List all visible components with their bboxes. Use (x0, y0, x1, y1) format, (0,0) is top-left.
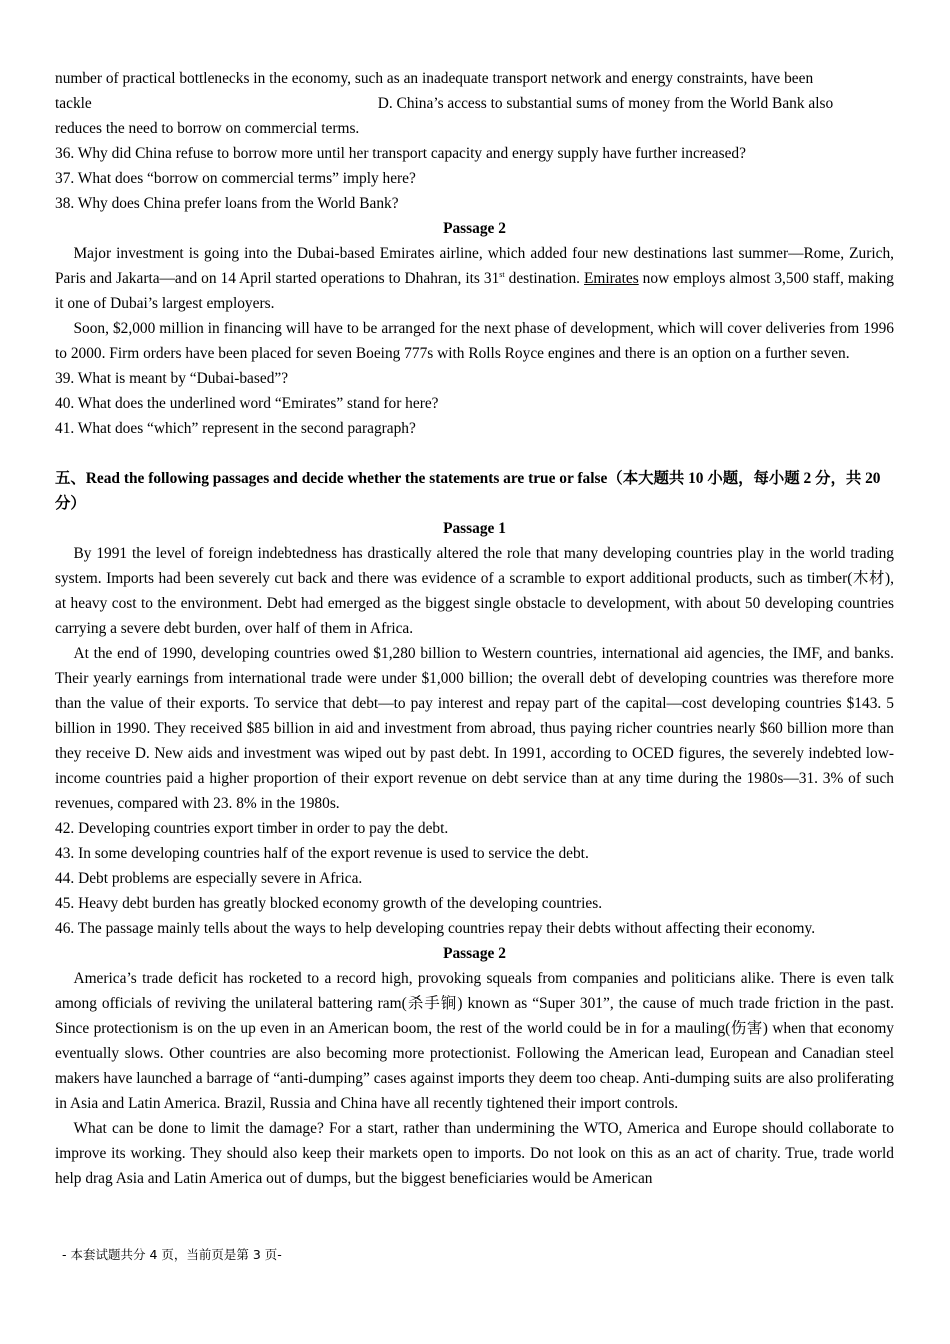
continued-line-2a: tackle (55, 95, 92, 112)
section-5-passage-2-paragraph-2: What can be done to limit the damage? For a start, rather than undermining the WTO, America and Europe should collaborate to improve its working. They should also keep their markets open to imports. Do not look on this as an act of charity. True, trade world help drag Asia and Latin America out of dumps, but the biggest beneficiaries would be American (55, 1120, 894, 1187)
section-gap (55, 441, 894, 466)
statement-43: 43. In some developing countries half of the export revenue is used to service the debt. (55, 845, 589, 862)
statement-42: 42. Developing countries export timber in order to pay the debt. (55, 820, 449, 837)
document-page (55, 66, 894, 1191)
question-39: 39. What is meant by “Dubai-based”? (55, 370, 289, 387)
question-40: 40. What does the underlined word “Emirates” stand for here? (55, 395, 439, 412)
passage-2-paragraph-2: Soon, $2,000 million in financing will have to be arranged for the next phase of development, which will cover deliveries from 1996 to 2000. Firm orders have been placed for seven Boeing 777s with Rolls Royce engines and there is an option on a further seven. (55, 320, 894, 362)
page-footer: - 本套试题共分 4 页，当前页是第 3 页- (62, 1247, 282, 1262)
section-5-title: 五、Read the following passages and decide whether the statements are true or false（本大题共 10 小题，每小题 2 分，共 20 分） (55, 470, 881, 512)
passage-2-para1-mid: destination. (504, 270, 584, 287)
question-36: 36. Why did China refuse to borrow more until her transport capacity and energy supply have further increased? (55, 145, 746, 162)
ordinal-suffix: st (499, 270, 505, 279)
section-5-passage-1-heading: Passage 1 (443, 520, 506, 537)
passage-2-para1-text: Major investment is going into the Dubai-based Emirates airline, which added four new destinations last summer—Rome, Zurich, Paris and Jakarta—and on 14 April started operations to Dhahran, its 31 (55, 245, 894, 287)
passage-2-heading: Passage 2 (443, 220, 506, 237)
underlined-word-emirates: Emirates (584, 270, 639, 287)
question-41: 41. What does “which” represent in the second paragraph? (55, 420, 416, 437)
statement-44: 44. Debt problems are especially severe in Africa. (55, 870, 363, 887)
question-37: 37. What does “borrow on commercial terms” imply here? (55, 170, 416, 187)
passage-2-para1-end: now employs almost 3,500 staff, making it one of Dubai’s largest employers. (55, 270, 895, 312)
section-5-passage-2-paragraph-1: America’s trade deficit has rocketed to a record high, provoking squeals from companies and politicians alike. There is even talk among officials of reviving the unilateral battering ram(杀手锏) known as “Super 301”, the cause of much trade friction in the past. Since protectionism is on the up even in an American boom, the rest of the world could be in for a mauling(伤害) when that economy eventually slows. Other countries are also becoming more protectionist. Following the American lead, European and Canadian steel makers have launched a barrage of “anti-dumping” cases against imports they deem too cheap. Anti-dumping suits are also proliferating in Asia and Latin America. Brazil, Russia and China have all recently tightened their import controls. (55, 970, 894, 1112)
passage-2-paragraph-1 (55, 241, 894, 316)
continued-line-2b: D. China’s access to substantial sums of money from the World Bank also (377, 95, 834, 112)
section-5-passage-1-paragraph-2: At the end of 1990, developing countries owed $1,280 billion to Western countries, international aid agencies, the IMF, and banks. Their yearly earnings from international trade were under $1,000 billion; the overall debt of developing countries was therefore more than the value of their exports. To service that debt—to pay interest and repay part of the capital—cost developing countries $143. 5 billion in 1990. They received $85 billion in aid and investment from abroad, thus paying richer countries nearly $60 billion more than they receive D. New aids and investment was wiped out by past debt. In 1991, according to OCED figures, the severely indebted low-income countries paid a higher proportion of their export revenue on debt service than at any time during the 1980s—31. 3% of such revenues, compared with 23. 8% in the 1980s. (55, 645, 894, 812)
section-5-passage-1-paragraph-1: By 1991 the level of foreign indebtedness has drastically altered the role that many developing countries play in the world trading system. Imports had been severely cut back and there was evidence of a scramble to export additional products, such as timber(木材), at heavy cost to the environment. Debt had emerged as the biggest single obstacle to development, with about 50 developing countries carrying a severe debt burden, over half of them in Africa. (55, 545, 894, 637)
section-5-passage-2-heading: Passage 2 (443, 945, 506, 962)
statement-45: 45. Heavy debt burden has greatly blocked economy growth of the developing countries. (55, 895, 603, 912)
question-38: 38. Why does China prefer loans from the World Bank? (55, 195, 399, 212)
statement-46: 46. The passage mainly tells about the ways to help developing countries repay their debts without affecting their economy. (55, 920, 816, 937)
continued-line-1: number of practical bottlenecks in the economy, such as an inadequate transport network and energy constraints, have been (55, 70, 814, 87)
continued-line-3: reduces the need to borrow on commercial terms. (55, 120, 360, 137)
continued-paragraph (55, 66, 894, 141)
